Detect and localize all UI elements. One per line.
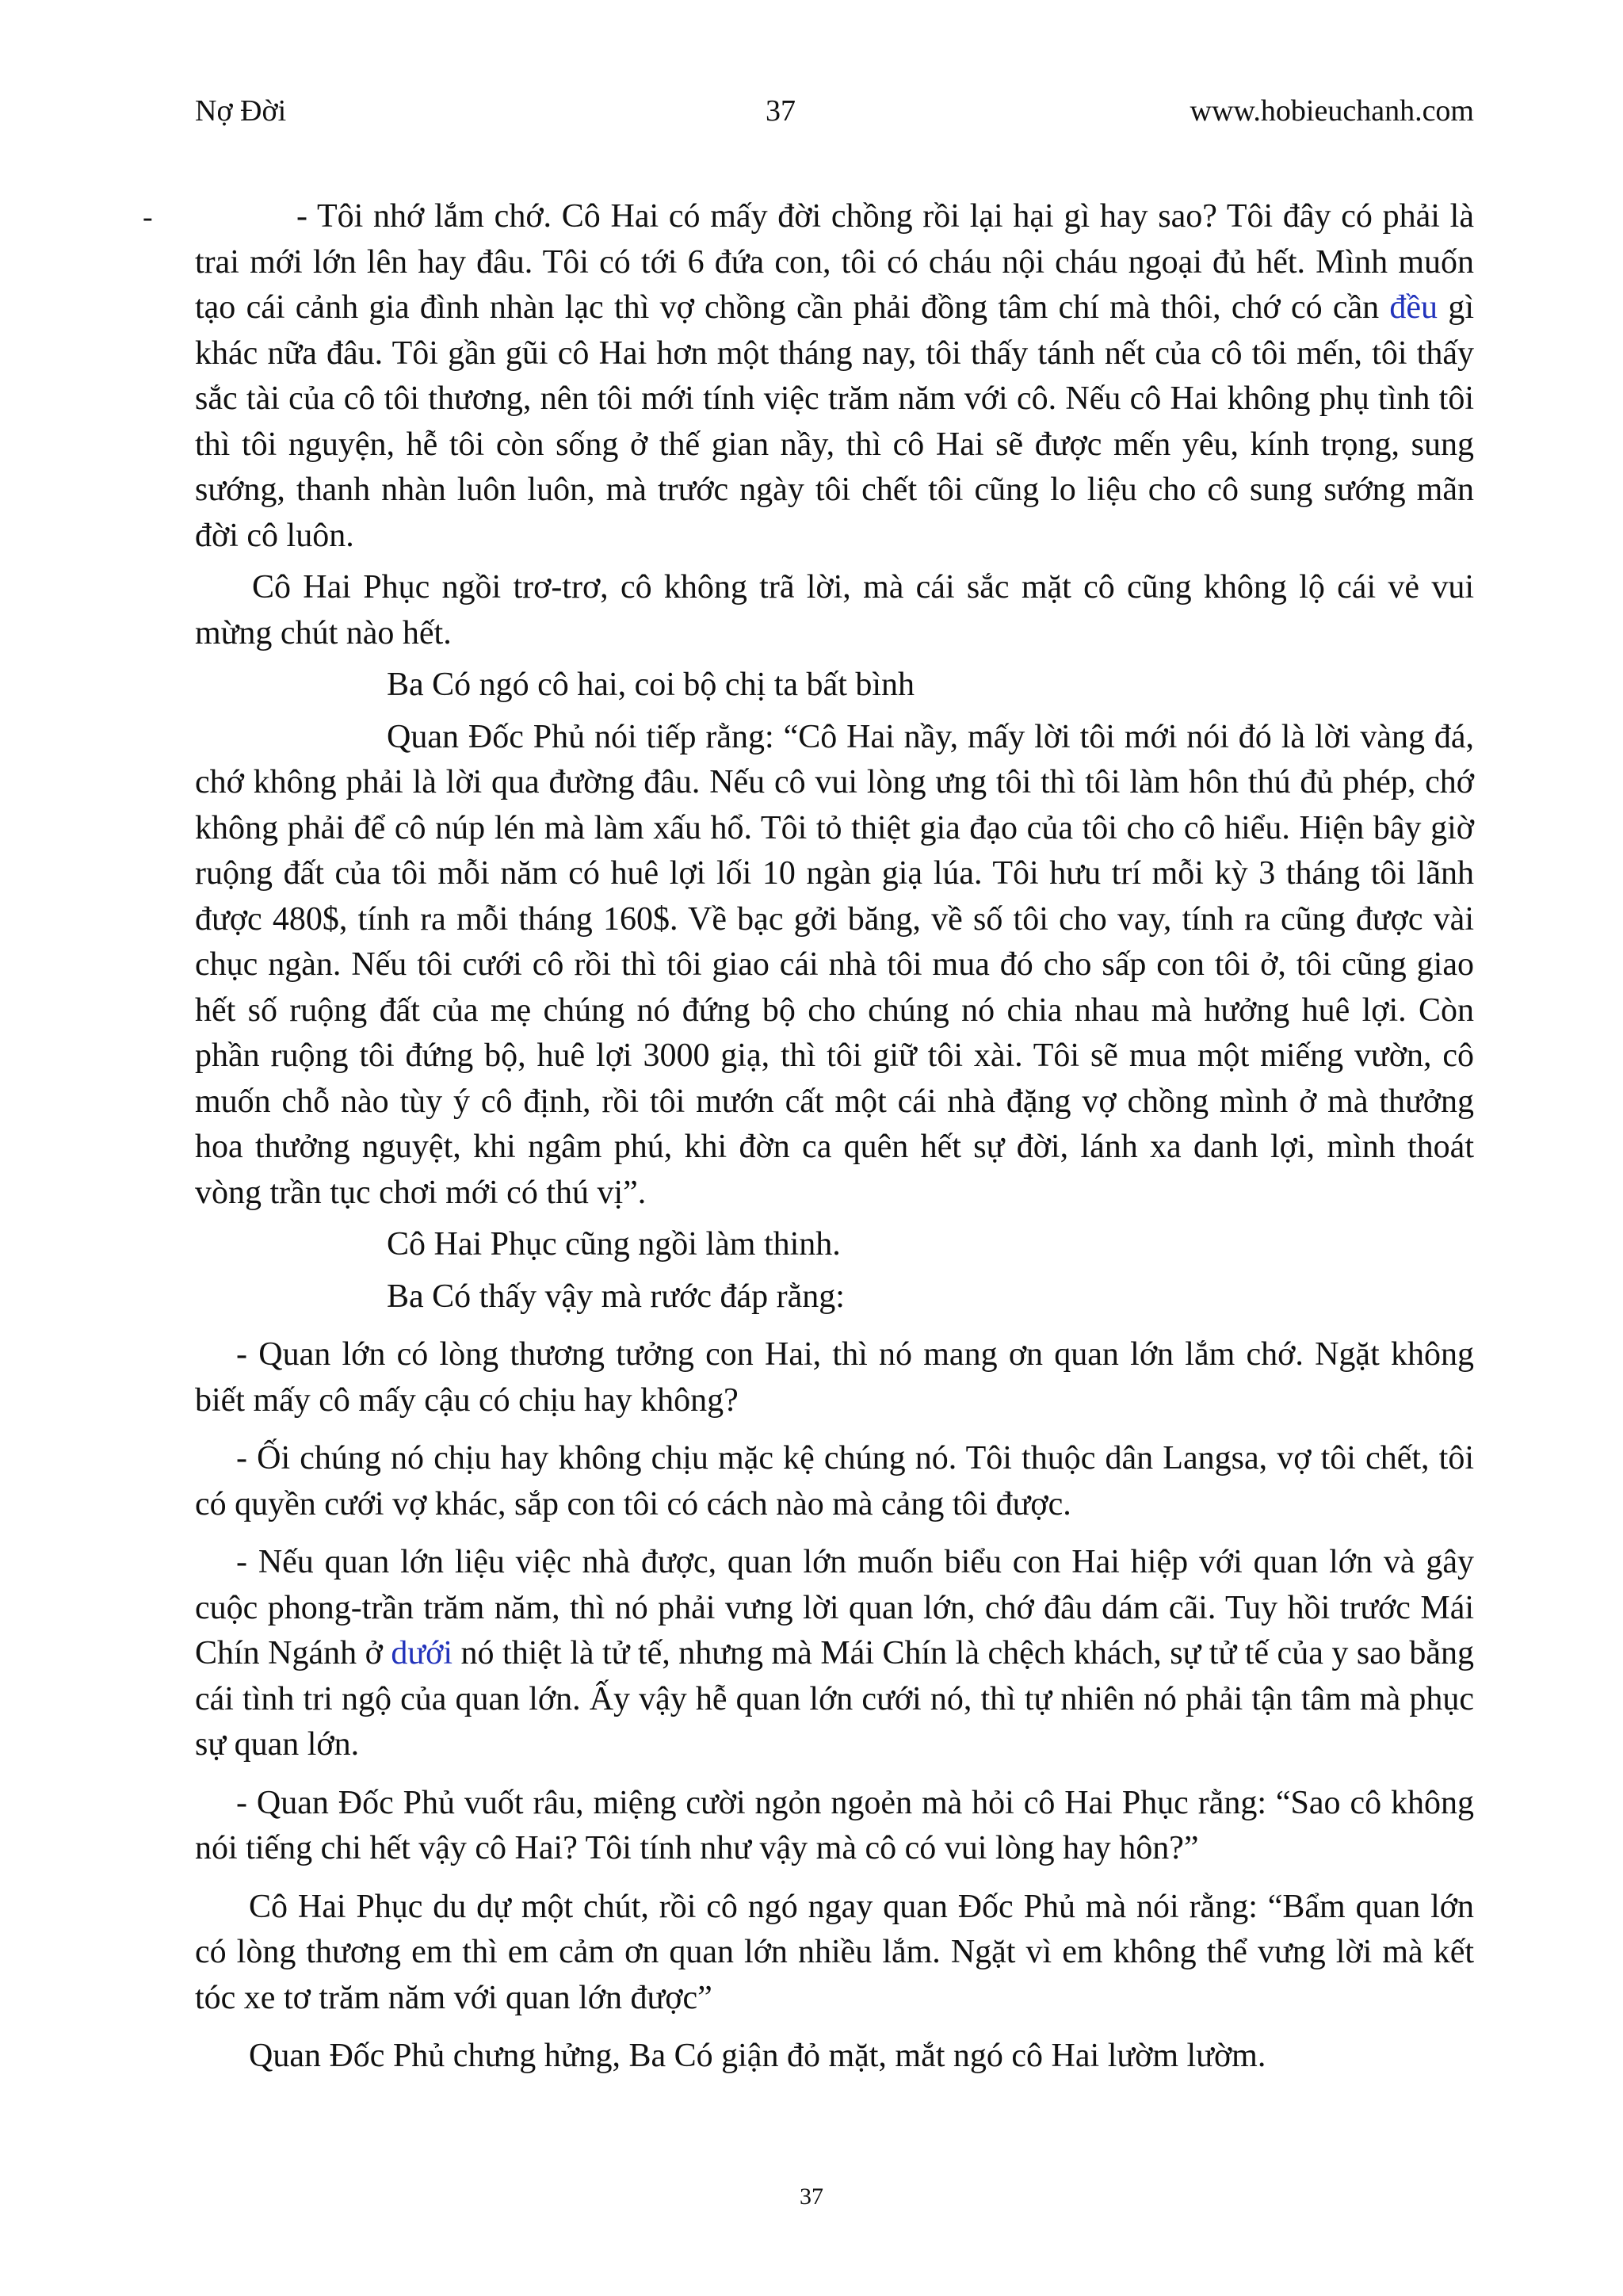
paragraph-1-text-a: - Tôi nhớ lắm chớ. Cô Hai có mấy đời chồng rồi lại hại gì hay sao? Tôi đây có phải là trai mới lớn lên hay đâu. Tôi có tới 6 đứa con, tôi có cháu nội cháu ngoại đủ hết. Mình muốn tạo cái cảnh gia đình nhàn lạc thì vợ chồng cần phải đồng tâm chí mà thôi, chớ có cần xyxy=(195,198,1474,326)
paragraph-5: Cô Hai Phục cũng ngồi làm thinh. xyxy=(387,1226,841,1263)
paragraph-10: - Quan Đốc Phủ vuốt râu, miệng cười ngỏn ngoẻn mà hỏi cô Hai Phục rằng: “Sao cô không nói tiếng chi hết vậy cô Hai? Tôi tính như vậy mà cô có vui lòng hay hôn?” xyxy=(195,1784,1474,1866)
paragraph-1 xyxy=(195,194,1474,559)
paragraph-9-text-b: nó thiệt là tử tế, nhưng mà Mái Chín là chệch khách, sự tử tế của y sao bằng cái tình tri ngộ của quan lớn. Ấy vậy hễ quan lớn cưới nó, thì tự nhiên nó phải tận tâm mà phục sự quan lớn. xyxy=(195,1635,1474,1763)
page-body xyxy=(195,194,1474,2080)
footer-page-number: 37 xyxy=(800,2183,823,2210)
paragraph-4: Quan Đốc Phủ nói tiếp rằng: “Cô Hai nầy, mấy lời tôi mới nói đó là lời vàng đá, chớ không phải là lời qua đường đâu. Nếu cô vui lòng ưng tôi thì tôi làm hôn thú đủ phép, chớ không phải để cô núp lén mà làm xấu hổ. Tôi tỏ thiệt gia đạo của tôi cho cô hiểu. Hiện bây giờ ruộng đất của tôi mỗi năm có huê lợi lối 10 ngàn giạ lúa. Tôi hưu trí mỗi kỳ 3 tháng tôi lãnh được 480$, tính ra mỗi tháng 160$. Về bạc gởi băng, về số tôi cho vay, tính ra cũng được vài chục ngàn. Nếu tôi cưới cô rồi thì tôi giao cái nhà tôi mua đó cho sấp con tôi ở, tôi cũng giao hết số ruộng đất của mẹ chúng nó đứng bộ cho chúng nó chia nhau mà hưởng huê lợi. Còn phần ruộng tôi đứng bộ, huê lợi 3000 giạ, thì tôi giữ tôi xài. Tôi sẽ mua một miếng vườn, cô muốn chỗ nào tùy ý cô định, rồi tôi mướn cất một cái nhà đặng vợ chồng mình ở mà thưởng hoa thưởng nguyệt, khi ngâm phú, khi đờn ca quên hết sự đời, lánh xa danh lợi, mình thoát vòng trần tục chơi mới có thú vị”. xyxy=(195,718,1474,1211)
paragraph-8: - Ối chúng nó chịu hay không chịu mặc kệ chúng nó. Tôi thuộc dân Langsa, vợ tôi chết, tôi có quyền cưới vợ khác, sắp con tôi có cách nào mà cảng tôi được. xyxy=(195,1440,1474,1522)
paragraph-2: Cô Hai Phục ngồi trơ-trơ, cô không trã lời, mà cái sắc mặt cô cũng không lộ cái vẻ vui mừng chút nào hết. xyxy=(195,569,1474,651)
paragraph-11: Cô Hai Phục du dự một chút, rồi cô ngó ngay quan Đốc Phủ mà nói rằng: “Bẩm quan lớn có lòng thương em thì em cảm ơn quan lớn nhiều lắm. Ngặt vì em không thể vưng lời mà kết tóc xe tơ trăm năm với quan lớn được” xyxy=(195,1888,1474,2016)
book-title: Nợ Đời xyxy=(195,94,287,128)
page-header xyxy=(195,94,1474,141)
paragraph-9 xyxy=(195,1540,1474,1768)
highlighted-word-1: đều xyxy=(1389,289,1438,326)
paragraph-1-text-b: gì khác nữa đâu. Tôi gần gũi cô Hai hơn một tháng nay, tôi thấy tánh nết của cô tôi mến, tôi thấy sắc tài của cô tôi thương, nên tôi mới tính việc trăm năm với cô. Nếu cô Hai không phụ tình tôi thì tôi nguyện, hễ tôi còn sống ở thế gian nầy, thì cô Hai sẽ được mến yêu, kính trọng, sung sướng, thanh nhàn luôn luôn, mà trước ngày tôi chết tôi cũng lo liệu cho cô sung sướng mãn đời cô luôn. xyxy=(195,289,1474,554)
paragraph-6: Ba Có thấy vậy mà rước đáp rằng: xyxy=(387,1278,845,1315)
paragraph-12: Quan Đốc Phủ chưng hửng, Ba Có giận đỏ mặt, mắt ngó cô Hai lườm lườm. xyxy=(249,2038,1266,2074)
highlighted-word-2: dưới xyxy=(391,1635,453,1671)
website-url: www.hobieuchanh.com xyxy=(1190,94,1474,128)
paragraph-7: - Quan lớn có lòng thương tưởng con Hai, thì nó mang ơn quan lớn lắm chớ. Ngặt không biết mấy cô mấy cậu có chịu hay không? xyxy=(195,1336,1474,1419)
margin-mark: - xyxy=(143,201,153,234)
paragraph-9-text-a: - Nếu quan lớn liệu việc nhà được, quan lớn muốn biểu con Hai hiệp với quan lớn và gây cuộc phong-trần trăm năm, thì nó phải vưng lời quan lớn, chớ đâu dám cãi. Tuy hồi trước Mái Chín Ngánh ở xyxy=(195,1544,1474,1671)
paragraph-3: Ba Có ngó cô hai, coi bộ chị ta bất bình xyxy=(387,667,915,703)
header-page-number: 37 xyxy=(766,94,796,128)
